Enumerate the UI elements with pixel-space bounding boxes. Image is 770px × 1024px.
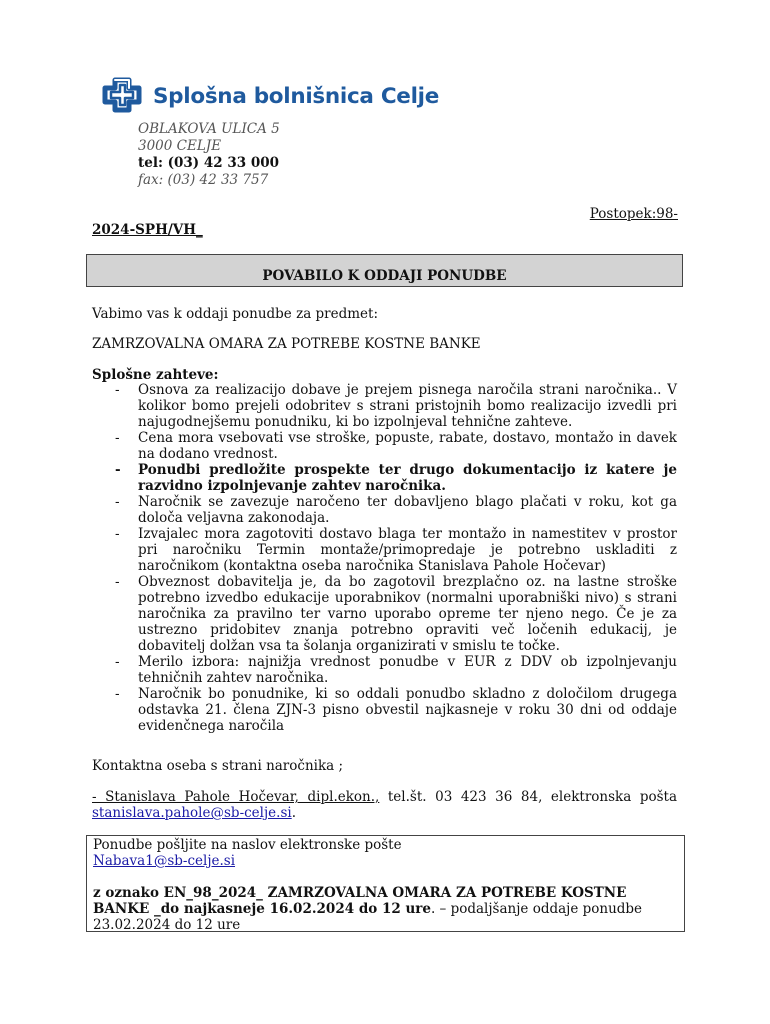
- contact-phone: tel.št. 03 423 36 84, elektronska pošta: [379, 789, 677, 805]
- hospital-logo: [99, 76, 439, 116]
- contact-period: .: [291, 805, 297, 821]
- contact-details: [92, 789, 677, 821]
- address-city: 3000 CELJE: [138, 138, 222, 154]
- procedure-number-start: Postopek:98-: [589, 206, 678, 222]
- list-item: - Izvajalec mora zagotoviti dostavo blaga ter montažo in namestitev v prostor pri naročniku Termin montaže/primopredaje je potrebno uskladiti z naročnikom (kontaktna oseba naročnika Stanislava Pahole Hočevar): [115, 526, 677, 574]
- list-item: - Osnova za realizacijo dobave je prejem pisnega naročila strani naročnika.. V kolikor bomo prejeli odobritev s strani pristojnih bomo realizacijo izvedli pri najugodnejšemu ponudniku, ki bo izpolnjeval tehnične zahteve.: [115, 382, 677, 430]
- list-item: - Obveznost dobavitelja je, da bo zagotovil brezplačno oz. na lastne stroške potrebno izvedbo edukacije uporabnikov (normalni uporabniški nivo) s strani naročnika za pravilno ter varno uporabo opreme ter njeno nego. Če je za ustrezno pridobitev znanja potrebno opraviti več ločenih edukacij, je dobavitelj dolžan vsa ta šolanja organizirati v smislu te točke.: [115, 574, 677, 654]
- requirements-list: [92, 382, 677, 734]
- list-item: - Ponudbi predložite prospekte ter drugo dokumentacijo iz katere je razvidno izpolnjevanje zahtev naročnika.: [115, 462, 677, 494]
- hospital-name: Splošna bolnišnica Celje: [153, 83, 440, 109]
- fax-number: fax: (03) 42 33 757: [138, 172, 269, 188]
- submission-instruction: Ponudbe pošljite na naslov elektronske pošte: [93, 837, 402, 853]
- document-title: POVABILO K ODDAJI PONUDBE: [262, 268, 507, 284]
- contact-email-link[interactable]: stanislava.pahole@sb-celje.si: [92, 805, 292, 821]
- submission-extension: . – podaljšanje oddaje ponudbe 23.02.2024 do 12 ure: [93, 901, 643, 933]
- list-item: - Merilo izbora: najnižja vrednost ponudbe v EUR z DDV ob izpolnjevanju tehničnih zahtev naročnika.: [115, 654, 677, 686]
- address-street: OBLAKOVA ULICA 5: [138, 121, 280, 137]
- submission-deadline: [93, 885, 673, 933]
- list-item: - Naročnik se zavezuje naročeno ter dobavljeno blago plačati v roku, kot ga določa veljavna zakonodaja.: [115, 494, 677, 526]
- list-item: - Naročnik bo ponudnike, ki so oddali ponudbo skladno z določilom drugega odstavka 21. člena ZJN-3 pisno obvestil najkasneje v roku 30 dni od oddaje evidenčnega naročila: [115, 686, 677, 734]
- subject-text: ZAMRZOVALNA OMARA ZA POTREBE KOSTNE BANKE: [92, 336, 481, 352]
- hospital-cross-logo-icon: [99, 76, 147, 116]
- submission-box: [86, 835, 685, 932]
- contact-person: - Stanislava Pahole Hočevar, dipl.ekon.,: [92, 789, 380, 805]
- submission-email-link[interactable]: Nabava1@sb-celje.si: [93, 853, 236, 869]
- requirements-heading: Splošne zahteve:: [92, 367, 219, 383]
- phone-number: tel: (03) 42 33 000: [138, 155, 280, 171]
- intro-text: Vabimo vas k oddaji ponudbe za predmet:: [92, 306, 379, 322]
- procedure-number-end: 2024-SPH/VH_: [92, 222, 203, 238]
- submission-label-bold: z oznako EN_98_2024_ ZAMRZOVALNA OMARA ZA POTREBE KOSTNE BANKE _do najkasneje 16.02.2024 do 12 ure: [93, 885, 627, 917]
- contact-label: Kontaktna oseba s strani naročnika ;: [92, 758, 344, 774]
- address-block: [138, 121, 280, 189]
- list-item: - Cena mora vsebovati vse stroške, popuste, rabate, dostavo, montažo in davek na dodano vrednost.: [115, 430, 677, 462]
- document-title-box: [86, 254, 683, 287]
